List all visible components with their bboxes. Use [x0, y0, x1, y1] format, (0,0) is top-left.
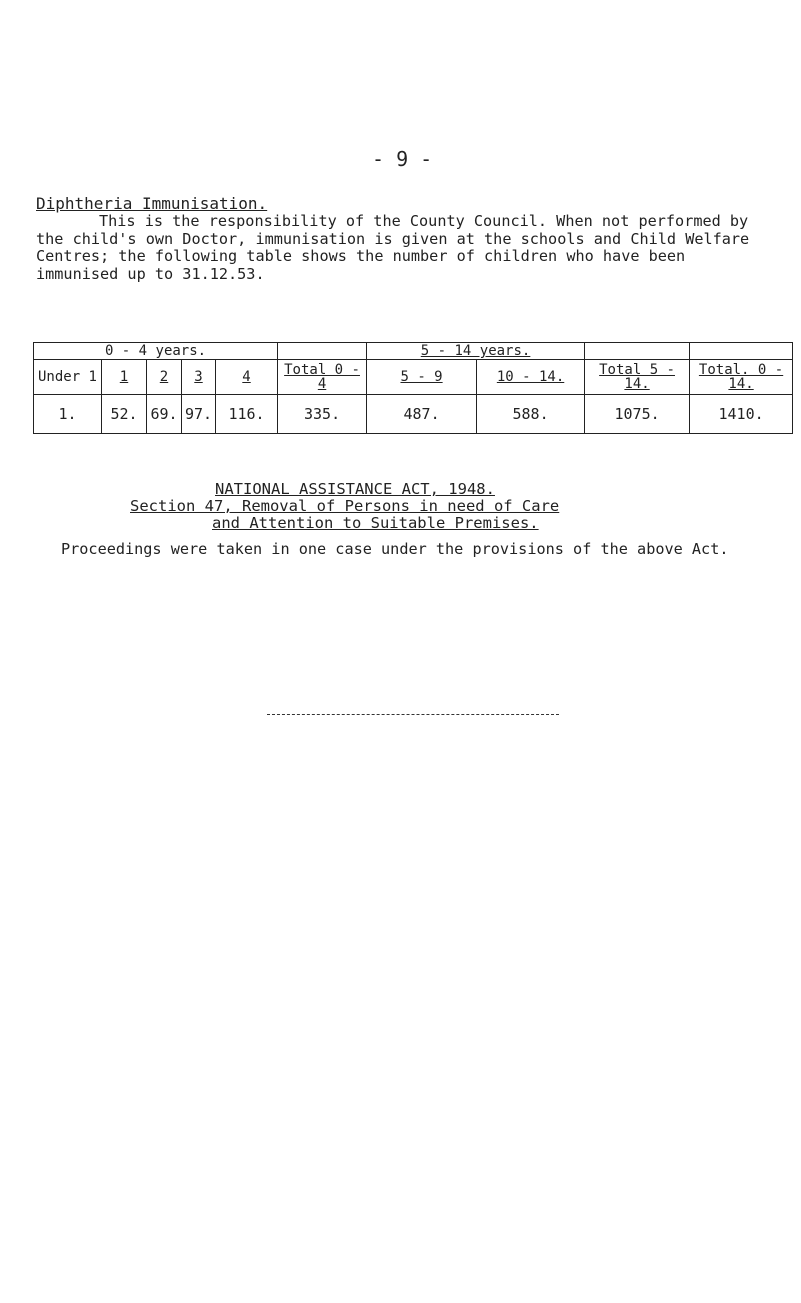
col-header: Total. 0 - 14. [690, 360, 793, 395]
col-header: 1 [102, 360, 147, 395]
col-header: 2 [147, 360, 182, 395]
proceedings-text: Proceedings were taken in one case under the provisions of the above Act. [61, 540, 729, 558]
col-header: Total 5 - 14. [585, 360, 690, 395]
group-header-blank-2 [690, 343, 793, 360]
group-header-5-14: 5 - 14 years. [367, 343, 585, 360]
table-cell: 588. [477, 395, 585, 434]
table-cell: 69. [147, 395, 182, 434]
col-header: 4 [216, 360, 278, 395]
proceedings-paragraph [33, 541, 773, 559]
table-cell: 116. [216, 395, 278, 434]
table-cell: 52. [102, 395, 147, 434]
intro-text: This is the responsibility of the County Council. When not performed by the child's own Doctor, immunisation is given at the schools and Child Welfare Centres; the following table shows the number of children who have been immunised up to 31.12.53. [36, 212, 750, 283]
page-number: - 9 - [372, 147, 433, 171]
group-header-0-4: 0 - 4 years. [34, 343, 278, 360]
table-cell: 1075. [585, 395, 690, 434]
col-header: Under 1 [34, 360, 102, 395]
table-cell: 335. [278, 395, 367, 434]
immunisation-table [33, 342, 793, 434]
act-section: Section 47, Removal of Persons in need of Care [130, 497, 560, 515]
col-header: 10 - 14. [477, 360, 585, 395]
act-section-continued: and Attention to Suitable Premises. [212, 514, 539, 532]
divider [267, 714, 559, 715]
col-header: 3 [182, 360, 216, 395]
col-header: Total 0 - 4 [278, 360, 367, 395]
intro-paragraph [36, 213, 776, 283]
col-header: 5 - 9 [367, 360, 477, 395]
table-row [34, 395, 793, 434]
section-heading: Diphtheria Immunisation. [36, 194, 268, 213]
table-cell: 1410. [690, 395, 793, 434]
table-cell: 97. [182, 395, 216, 434]
act-title: NATIONAL ASSISTANCE ACT, 1948. [215, 480, 495, 498]
group-header-blank [585, 343, 690, 360]
group-header-0-4-end [278, 343, 367, 360]
table-cell: 1. [34, 395, 102, 434]
table-cell: 487. [367, 395, 477, 434]
